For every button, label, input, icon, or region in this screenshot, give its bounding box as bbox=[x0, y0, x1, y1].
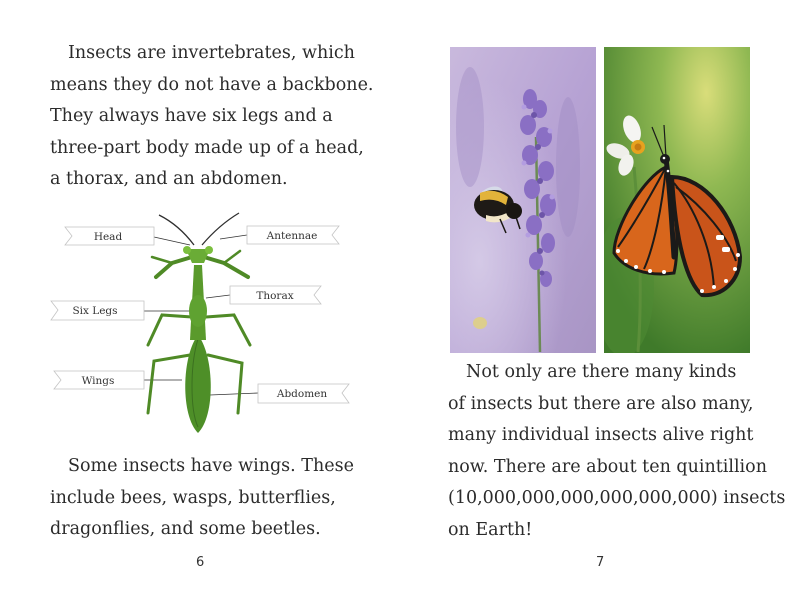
label-wings-text: Wings bbox=[81, 375, 115, 387]
text-line: Insects are invertebrates, which bbox=[68, 43, 355, 63]
label-thorax-text: Thorax bbox=[256, 290, 294, 302]
text-line: of insects but there are also many, bbox=[448, 393, 754, 414]
text-line: (10,000,000,000,000,000,000) insects bbox=[448, 488, 786, 509]
butterfly-image bbox=[604, 47, 750, 353]
text-line: include bees, wasps, butterflies, bbox=[50, 487, 336, 508]
text-line: on Earth! bbox=[448, 519, 533, 540]
text-line: now. There are about ten quintillion bbox=[448, 456, 767, 477]
label-thorax bbox=[230, 286, 321, 304]
label-wings bbox=[54, 371, 144, 389]
label-head-text: Head bbox=[93, 231, 123, 243]
label-abdomen-text: Abdomen bbox=[276, 388, 328, 400]
bee-on-lavender-photo bbox=[450, 47, 596, 353]
text-line: Some insects have wings. These bbox=[68, 456, 354, 476]
text-line: means they do not have a backbone. bbox=[50, 74, 374, 95]
page-number: 6 bbox=[196, 555, 205, 570]
text-line: many individual insects alive right bbox=[448, 425, 754, 446]
right-page bbox=[400, 0, 800, 600]
mantis-illustration bbox=[148, 213, 250, 433]
page-number: 7 bbox=[596, 555, 605, 570]
label-abdomen bbox=[258, 384, 349, 403]
text-line: a thorax, and an abdomen. bbox=[50, 169, 288, 190]
text-line: They always have six legs and a bbox=[50, 106, 333, 127]
text-line: dragonflies, and some beetles. bbox=[50, 519, 321, 540]
label-six-legs-text: Six Legs bbox=[72, 305, 118, 317]
text-line: three-part body made up of a head, bbox=[50, 137, 364, 158]
label-head bbox=[65, 227, 154, 245]
label-antennae-text: Antennae bbox=[266, 230, 318, 242]
text-line: Not only are there many kinds bbox=[466, 362, 737, 382]
quintillion-paragraph bbox=[448, 357, 785, 547]
bee-on-lavender-image bbox=[450, 47, 596, 353]
label-six-legs bbox=[51, 301, 144, 320]
intro-paragraph bbox=[50, 38, 374, 196]
wings-paragraph bbox=[50, 451, 354, 546]
label-antennae bbox=[247, 226, 339, 244]
butterfly-photo bbox=[604, 47, 750, 353]
insect-diagram bbox=[44, 205, 364, 440]
